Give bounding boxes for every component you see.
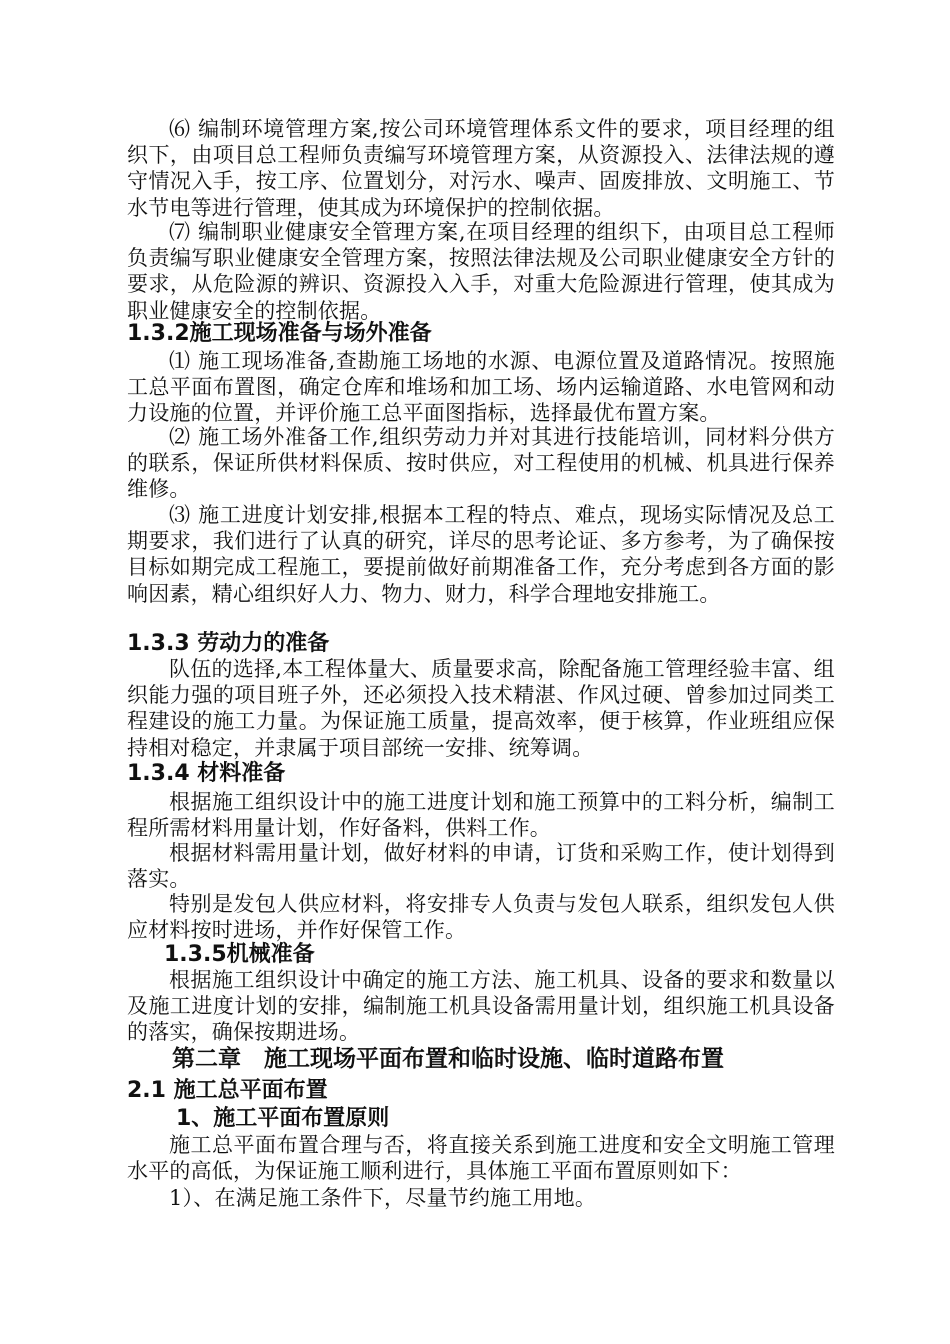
paragraph-machinery-preparation: 根据施工组织设计中确定的施工方法、施工机具、设备的要求和数量以及施工进度计划的安排，编制施工机具设备需用量计划，组织施工机具设备的落实，确保按期进场。 bbox=[127, 968, 835, 1045]
paragraph-offsite-preparation: ⑵ 施工场外准备工作,组织劳动力并对其进行技能培训，同材料分供方的联系，保证所供材料保质、按时供应，对工程使用的机械、机具进行保养维修。 bbox=[127, 425, 835, 502]
paragraph-env-management: ⑹ 编制环境管理方案,按公司环境管理体系文件的要求，项目经理的组织下，由项目总工程师负责编写环境管理方案，从资源投入、法律法规的遵守情况入手，按工序、位置划分，对污水、噪声、固废排放、文明施工、节水节电等进行管理，使其成为环境保护的控制依据。 bbox=[127, 117, 835, 220]
heading-2-1: 2.1 施工总平面布置 bbox=[127, 1078, 328, 1103]
paragraph-material-procurement: 根据材料需用量计划，做好材料的申请，订货和采购工作，使计划得到落实。 bbox=[127, 841, 835, 892]
paragraph-owner-supplied-material: 特别是发包人供应材料，将安排专人负责与发包人联系，组织发包人供应材料按时进场，并作好保管工作。 bbox=[127, 892, 835, 943]
heading-1-3-2: 1.3.2施工现场准备与场外准备 bbox=[127, 321, 432, 346]
heading-layout-principles: 1、施工平面布置原则 bbox=[176, 1106, 390, 1131]
paragraph-material-plan: 根据施工组织设计中的施工进度计划和施工预算中的工料分析，编制工程所需材料用量计划，作好备料，供料工作。 bbox=[127, 790, 835, 841]
paragraph-health-safety-management: ⑺ 编制职业健康安全管理方案,在项目经理的组织下，由项目总工程师负责编写职业健康安全管理方案，按照法律法规及公司职业健康安全方针的要求，从危险源的辨识、资源投入入手，对重大危险源进行管理，使其成为职业健康安全的控制依据。 bbox=[127, 220, 835, 323]
heading-1-3-5: 1.3.5机械准备 bbox=[164, 942, 315, 967]
paragraph-schedule-arrangement: ⑶ 施工进度计划安排,根据本工程的特点、难点，现场实际情况及总工期要求，我们进行了认真的研究，详尽的思考论证、多方参考，为了确保按目标如期完成工程施工，要提前做好前期准备工作，充分考虑到各方面的影响因素，精心组织好人力、物力、财力，科学合理地安排施工。 bbox=[127, 503, 835, 606]
paragraph-principle-1: 1）、在满足施工条件下，尽量节约施工用地。 bbox=[169, 1186, 597, 1210]
paragraph-team-selection: 队伍的选择,本工程体量大、质量要求高，除配备施工管理经验丰富、组织能力强的项目班子外，还必须投入技术精湛、作风过硬、曾参加过同类工程建设的施工力量。为保证施工质量，提高效率，便于核算，作业班组应保持相对稳定，并隶属于项目部统一安排、统筹调。 bbox=[127, 657, 835, 760]
heading-1-3-3: 1.3.3 劳动力的准备 bbox=[127, 631, 330, 656]
paragraph-layout-principles-intro: 施工总平面布置合理与否，将直接关系到施工进度和安全文明施工管理水平的高低，为保证施工顺利进行，具体施工平面布置原则如下： bbox=[127, 1133, 835, 1184]
chapter-2-title: 第二章 施工现场平面布置和临时设施、临时道路布置 bbox=[172, 1046, 724, 1072]
paragraph-site-preparation: ⑴ 施工现场准备,查勘施工场地的水源、电源位置及道路情况。按照施工总平面布置图，确定仓库和堆场和加工场、场内运输道路、水电管网和动力设施的位置，并评价施工总平面图指标，选择最优布置方案。 bbox=[127, 349, 835, 426]
heading-1-3-4: 1.3.4 材料准备 bbox=[127, 761, 286, 786]
